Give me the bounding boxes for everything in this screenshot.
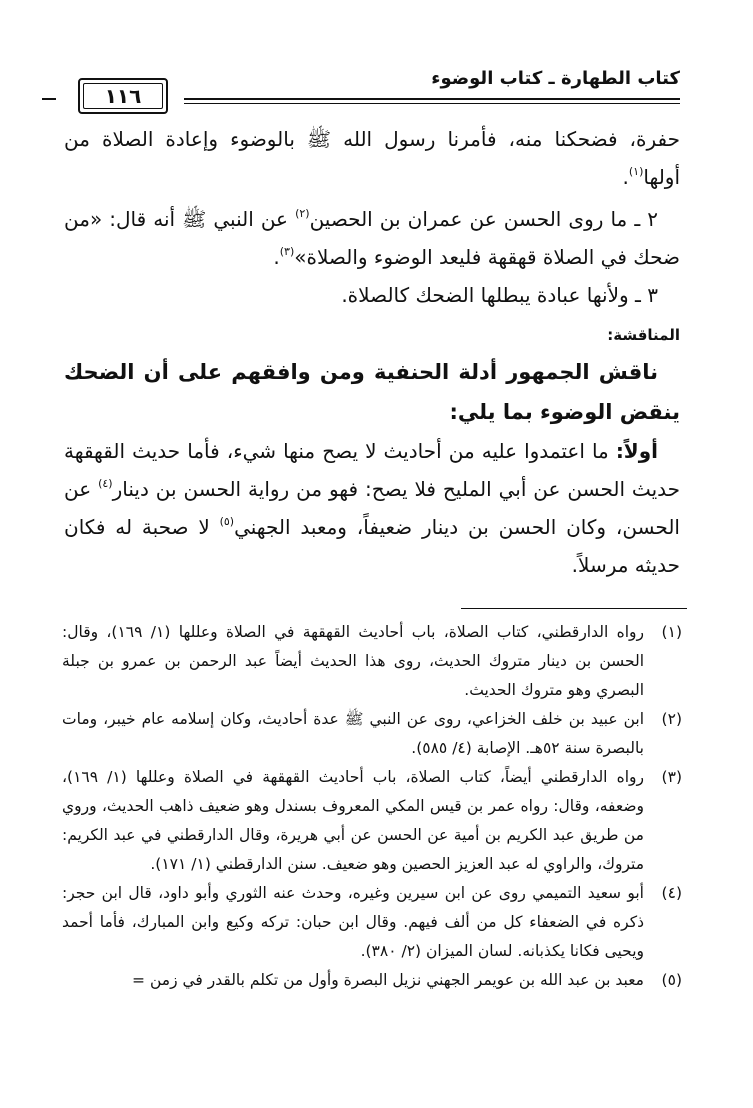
running-title: كتاب الطهارة ـ كتاب الوضوء xyxy=(431,68,680,89)
paragraph-2-end: . xyxy=(273,245,280,269)
paragraph-5-text-b: عن الحسن، وكان الحسن بن دينار ضعيفاً، ومعبد الجهني xyxy=(64,477,680,539)
footnotes xyxy=(62,618,682,995)
header-rule xyxy=(184,98,680,100)
header-rule-thin xyxy=(184,103,680,104)
page-header xyxy=(58,64,680,116)
footnote-2 xyxy=(62,705,682,763)
footnote-number: (٣) xyxy=(661,768,682,786)
footnote-ref-1: (١) xyxy=(628,165,644,178)
main-text xyxy=(64,120,680,584)
footnote-5 xyxy=(62,966,682,995)
paragraph-2-text-b: عن النبي ﷺ أنه قال: «من ضحك في الصلاة قهقهة فليعد الوضوء والصلاة» xyxy=(64,207,680,269)
footnote-text: رواه الدارقطني أيضاً، كتاب الصلاة، باب أحاديث القهقهة في الصلاة وعللها (١/ ١٦٩)، وضعفه، وقال: رواه عمر بن قيس المكي المعروف بسندل وهو ضعيف ذاهب الحديث، وروي من طريق عبد الكريم بن أمية عن الحسن عن أبي هريرة، وقال الدارقطني في عبد الكريم: متروك، والراوي له عبد العزيز الحصين وهو ضعيف. سنن الدارقطني (١/ ١٧١). xyxy=(62,768,644,873)
footnote-4 xyxy=(62,879,682,966)
paragraph-5-lead: أولاً: xyxy=(615,439,658,463)
paragraph-5-text-c: لا صحبة له فكان حديثه مرسلاً. xyxy=(64,515,680,577)
footnote-number: (٢) xyxy=(661,710,682,728)
footnote-ref-2: (٢) xyxy=(295,207,310,220)
footnote-1 xyxy=(62,618,682,705)
footnote-3 xyxy=(62,763,682,879)
paragraph-1 xyxy=(64,120,680,196)
paragraph-1-end: . xyxy=(622,165,629,189)
paragraph-3 xyxy=(64,276,680,314)
paragraph-2 xyxy=(64,200,680,276)
footnote-ref-5: (٥) xyxy=(219,515,235,528)
paragraph-1-text: حفرة، فضحكنا منه، فأمرنا رسول الله ﷺ بالوضوء وإعادة الصلاة من أولها xyxy=(64,127,680,189)
paragraph-4 xyxy=(64,352,680,432)
paragraph-3-text: ٣ ـ ولأنها عبادة يبطلها الضحك كالصلاة. xyxy=(341,283,658,307)
paragraph-2-text-a: ٢ ـ ما روى الحسن عن عمران بن الحصين xyxy=(309,207,659,231)
footnote-ref-3: (٣) xyxy=(279,245,295,258)
footnote-number: (٥) xyxy=(661,971,682,989)
footnote-number: (٤) xyxy=(661,884,682,902)
footnote-text: ابن عبيد بن خلف الخزاعي، روى عن النبي ﷺ عدة أحاديث، وكان إسلامه عام خيبر، ومات بالبصرة سنة ٥٢هـ. الإصابة (٤/ ٥٨٥). xyxy=(62,710,644,757)
footnote-number: (١) xyxy=(661,623,682,641)
header-rule-left xyxy=(42,98,56,100)
paragraph-5-text-a: ما اعتمدوا عليه من أحاديث لا يصح منها شيء، فأما حديث القهقهة حديث الحسن عن أبي المليح فلا يصح: فهو من رواية الحسن بن دينار xyxy=(64,439,680,501)
paragraph-5 xyxy=(64,432,680,584)
footnote-text: أبو سعيد التميمي روى عن ابن سيرين وغيره، وحدث عنه الثوري وأبو داود، قال ابن حجر: ذكره في الضعفاء كل من ألف فيهم. وقال ابن حبان: تركه وكيع وابن المبارك، فأما أحمد ويحيى فكانا يكذبانه. لسان الميزان (٢/ ٣٨٠). xyxy=(62,884,644,960)
section-heading: المناقشة: xyxy=(607,326,680,344)
footnote-separator xyxy=(461,608,687,609)
footnote-text: معبد بن عبد الله بن عويمر الجهني نزيل البصرة وأول من تكلم بالقدر في زمن = xyxy=(132,971,644,989)
paragraph-4-text: ناقش الجمهور أدلة الحنفية ومن وافقهم على أن الضحك ينقض الوضوء بما يلي: xyxy=(64,360,680,424)
footnote-text: رواه الدارقطني، كتاب الصلاة، باب أحاديث القهقهة في الصلاة وعللها (١/ ١٦٩)، وقال: الحسن بن دينار متروك الحديث، روى هذا الحديث أيضاً عبد الرحمن بن عمرو بن جبلة البصري وهو متروك الحديث. xyxy=(62,623,645,699)
page-number: ١١٦ xyxy=(104,84,142,108)
footnote-ref-4: (٤) xyxy=(98,477,113,490)
page-number-box xyxy=(78,78,168,114)
